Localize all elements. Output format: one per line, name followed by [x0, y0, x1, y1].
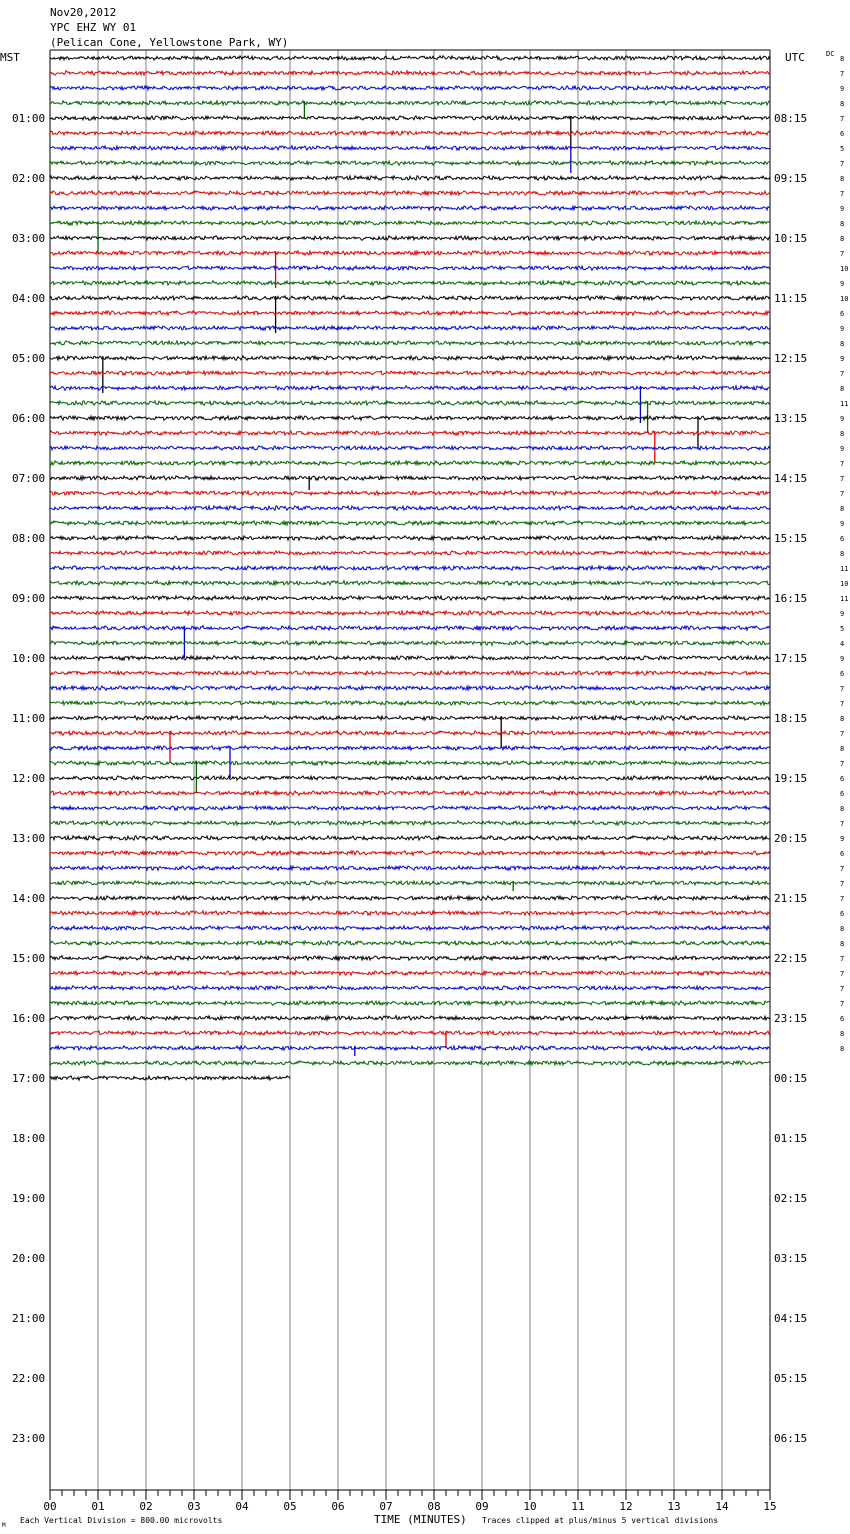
dc-offset-value: 8 — [840, 340, 845, 348]
dc-offset-value: 7 — [840, 685, 845, 693]
dc-offset-value: 9 — [840, 355, 845, 363]
x-axis — [43, 1490, 776, 1513]
dc-offset-value: 7 — [840, 475, 845, 483]
seismic-trace — [50, 671, 770, 676]
seismic-trace — [50, 1076, 290, 1080]
seismic-trace — [50, 461, 770, 465]
utc-hour-label: 18:15 — [774, 712, 808, 725]
seismic-trace — [50, 446, 770, 451]
utc-hour-label: 09:15 — [774, 172, 808, 185]
seismic-trace — [50, 416, 770, 420]
seismic-trace — [50, 1001, 770, 1006]
seismic-trace — [50, 146, 770, 150]
dc-offset-value: 8 — [840, 940, 845, 948]
dc-label: DC — [826, 50, 835, 58]
dc-offset-value: 10 — [840, 295, 849, 303]
seismic-trace — [50, 1031, 770, 1036]
seismic-trace — [50, 656, 770, 661]
utc-hour-label: 21:15 — [774, 892, 808, 905]
seismic-trace — [50, 371, 770, 375]
seismic-trace — [50, 281, 770, 285]
dc-offset-value: 8 — [840, 745, 845, 753]
seismic-trace — [50, 926, 770, 931]
mst-hour-label: 12:00 — [12, 772, 46, 785]
utc-hour-label: 12:15 — [774, 352, 808, 365]
seismic-trace — [50, 356, 770, 361]
dc-offset-value: 6 — [840, 310, 845, 318]
dc-offset-value: 5 — [840, 145, 845, 153]
mst-hour-label: 04:00 — [12, 292, 46, 305]
dc-offset-value: 9 — [840, 835, 845, 843]
x-tick-label: 02 — [139, 1500, 153, 1513]
x-tick-label: 14 — [715, 1500, 729, 1513]
dc-offset-value: 6 — [840, 130, 845, 138]
mst-hour-label: 18:00 — [12, 1132, 46, 1145]
dc-offset-value: 6 — [840, 535, 845, 543]
x-tick-label: 08 — [427, 1500, 441, 1513]
seismic-trace — [50, 1046, 770, 1050]
utc-axis-label: UTC — [785, 51, 805, 64]
dc-offset-value: 7 — [840, 955, 845, 963]
seismic-trace — [50, 101, 770, 105]
seismic-trace — [50, 941, 770, 945]
seismic-trace — [50, 896, 770, 901]
dc-offset-value: 10 — [840, 265, 849, 273]
seismic-trace — [50, 71, 770, 76]
dc-offset-value: 7 — [840, 865, 845, 873]
mst-hour-label: 23:00 — [12, 1432, 46, 1445]
mst-hour-label: 10:00 — [12, 652, 46, 665]
seismic-trace — [50, 401, 770, 406]
dc-offset-value: 8 — [840, 715, 845, 723]
mst-hour-label: 03:00 — [12, 232, 46, 245]
dc-offset-value: 7 — [840, 760, 845, 768]
scale-note: Each Vertical Division = 800.00 microvolts — [20, 1516, 223, 1525]
mst-hour-label: 22:00 — [12, 1372, 46, 1385]
seismic-trace — [50, 626, 770, 631]
dc-offset-value: 8 — [840, 235, 845, 243]
seismic-trace — [50, 986, 770, 990]
traces — [50, 56, 770, 1080]
dc-offset-value: 8 — [840, 505, 845, 513]
seismic-trace — [50, 236, 770, 241]
seismic-trace — [50, 836, 770, 841]
seismic-trace — [50, 911, 770, 915]
utc-hour-label: 08:15 — [774, 112, 808, 125]
seismic-trace — [50, 191, 770, 196]
seismic-trace — [50, 536, 770, 541]
seismic-trace — [50, 611, 770, 615]
mst-hour-label: 11:00 — [12, 712, 46, 725]
seismic-trace — [50, 806, 770, 810]
dc-offset-value: 7 — [840, 985, 845, 993]
x-axis-title: TIME (MINUTES) — [374, 1513, 467, 1526]
utc-hour-label: 03:15 — [774, 1252, 808, 1265]
seismic-trace — [50, 551, 770, 555]
dc-offset-value: 7 — [840, 880, 845, 888]
seismic-trace — [50, 866, 770, 871]
dc-offset-value: 11 — [840, 565, 849, 573]
dc-offset-value: 7 — [840, 370, 845, 378]
mst-axis-label: MST — [0, 51, 20, 64]
mst-hour-label: 01:00 — [12, 112, 46, 125]
dc-offset-value: 7 — [840, 970, 845, 978]
mst-hour-label: 05:00 — [12, 352, 46, 365]
seismic-trace — [50, 161, 770, 166]
x-tick-label: 01 — [91, 1500, 105, 1513]
utc-hour-label: 00:15 — [774, 1072, 808, 1085]
utc-hour-label: 22:15 — [774, 952, 808, 965]
dc-offset-value: 6 — [840, 790, 845, 798]
seismic-trace — [50, 596, 770, 601]
dc-offset-value: 10 — [840, 580, 849, 588]
seismic-trace — [50, 686, 770, 691]
seismic-trace — [50, 701, 770, 705]
dc-offset-value: 9 — [840, 85, 845, 93]
seismic-trace — [50, 521, 770, 525]
utc-hour-label: 01:15 — [774, 1132, 808, 1145]
dc-offset-value: 8 — [840, 805, 845, 813]
dc-offset-value: 8 — [840, 100, 845, 108]
dc-offset-value: 9 — [840, 205, 845, 213]
mst-hour-label: 16:00 — [12, 1012, 46, 1025]
dc-offset-value: 8 — [840, 1045, 845, 1053]
seismic-trace — [50, 131, 770, 136]
dc-offset-value: 7 — [840, 115, 845, 123]
utc-hour-label: 17:15 — [774, 652, 808, 665]
seismic-trace — [50, 956, 770, 961]
seismic-trace — [50, 791, 770, 796]
seismic-trace — [50, 221, 770, 226]
dc-offset-value: 6 — [840, 775, 845, 783]
x-tick-label: 07 — [379, 1500, 393, 1513]
mst-hour-label: 14:00 — [12, 892, 46, 905]
utc-hour-label: 10:15 — [774, 232, 808, 245]
seismic-trace — [50, 476, 770, 480]
dc-offset-value: 6 — [840, 850, 845, 858]
mst-hour-label: 09:00 — [12, 592, 46, 605]
clip-note: Traces clipped at plus/minus 5 vertical divisions — [482, 1516, 719, 1525]
dc-offset-value: 7 — [840, 70, 845, 78]
seismic-trace — [50, 881, 770, 885]
dc-offset-value: 8 — [840, 175, 845, 183]
seismic-trace — [50, 716, 770, 720]
seismic-trace — [50, 386, 770, 391]
utc-hour-label: 23:15 — [774, 1012, 808, 1025]
seismic-trace — [50, 776, 770, 781]
mst-hour-label: 21:00 — [12, 1312, 46, 1325]
seismic-trace — [50, 641, 770, 645]
dc-offset-value: 8 — [840, 550, 845, 558]
dc-offset-value: 4 — [840, 640, 845, 648]
dc-offset-value: 8 — [840, 220, 845, 228]
utc-hour-label: 02:15 — [774, 1192, 808, 1205]
utc-hour-label: 11:15 — [774, 292, 808, 305]
seismic-trace — [50, 746, 770, 750]
x-tick-label: 11 — [571, 1500, 585, 1513]
chart-station: YPC EHZ WY 01 — [50, 21, 137, 34]
dc-offset-value: 8 — [840, 55, 845, 63]
dc-offset-value: 7 — [840, 460, 845, 468]
seismic-trace — [50, 296, 770, 301]
dc-offset-value: 6 — [840, 1015, 845, 1023]
dc-offset-value: 9 — [840, 415, 845, 423]
utc-hour-label: 05:15 — [774, 1372, 808, 1385]
seismic-trace — [50, 851, 770, 855]
dc-offset-value: 9 — [840, 655, 845, 663]
dc-offset-value: 11 — [840, 595, 849, 603]
dc-offset-value: 7 — [840, 250, 845, 258]
seismic-trace — [50, 206, 770, 210]
mst-hour-label: 19:00 — [12, 1192, 46, 1205]
dc-offset-value: 9 — [840, 520, 845, 528]
dc-offset-value: 9 — [840, 280, 845, 288]
utc-hour-label: 19:15 — [774, 772, 808, 785]
mst-hour-label: 06:00 — [12, 412, 46, 425]
utc-hour-label: 04:15 — [774, 1312, 808, 1325]
seismic-trace — [50, 176, 770, 180]
x-tick-label: 00 — [43, 1500, 57, 1513]
dc-offset-value: 9 — [840, 445, 845, 453]
dc-offset-value: 7 — [840, 820, 845, 828]
seismic-trace — [50, 431, 770, 436]
dc-offset-value: 7 — [840, 730, 845, 738]
dc-offset-value: 8 — [840, 385, 845, 393]
mst-hour-label: 07:00 — [12, 472, 46, 485]
seismic-trace — [50, 491, 770, 496]
dc-offset-value: 7 — [840, 1000, 845, 1008]
utc-hour-label: 15:15 — [774, 532, 808, 545]
mst-hour-label: 20:00 — [12, 1252, 46, 1265]
utc-hour-label: 13:15 — [774, 412, 808, 425]
seismic-trace — [50, 266, 770, 270]
dc-offset-value: 7 — [840, 700, 845, 708]
dc-offset-value: 7 — [840, 490, 845, 498]
dc-offset-value: 6 — [840, 670, 845, 678]
dc-offset-value: 9 — [840, 610, 845, 618]
mst-hour-label: 17:00 — [12, 1072, 46, 1085]
utc-hour-label: 16:15 — [774, 592, 808, 605]
chart-location: (Pelican Cone, Yellowstone Park, WY) — [50, 36, 289, 49]
mst-hour-label: 08:00 — [12, 532, 46, 545]
mst-hour-label: 02:00 — [12, 172, 46, 185]
seismic-trace — [50, 581, 770, 585]
dc-offset-value: 11 — [840, 400, 849, 408]
dc-offset-value: 6 — [840, 910, 845, 918]
seismic-trace — [50, 326, 770, 331]
dc-offset-value: 5 — [840, 625, 845, 633]
mst-hour-label: 13:00 — [12, 832, 46, 845]
x-tick-label: 04 — [235, 1500, 249, 1513]
utc-hour-label: 20:15 — [774, 832, 808, 845]
x-tick-label: 12 — [619, 1500, 633, 1513]
seismic-trace — [50, 311, 770, 315]
utc-hour-label: 06:15 — [774, 1432, 808, 1445]
seismic-trace — [50, 506, 770, 511]
dc-offset-labels — [840, 55, 848, 1053]
chart-date: Nov20,2012 — [50, 6, 117, 19]
utc-hour-label: 14:15 — [774, 472, 808, 485]
x-tick-label: 13 — [667, 1500, 681, 1513]
seismic-trace — [50, 566, 770, 571]
dc-offset-value: 8 — [840, 430, 845, 438]
x-tick-label: 03 — [187, 1500, 201, 1513]
seismic-trace — [50, 251, 770, 256]
seismic-trace — [50, 731, 770, 736]
x-tick-label: 05 — [283, 1500, 297, 1513]
mst-hour-label: 15:00 — [12, 952, 46, 965]
x-tick-label: 09 — [475, 1500, 489, 1513]
dc-offset-value: 8 — [840, 925, 845, 933]
dc-offset-value: 8 — [840, 1030, 845, 1038]
seismic-trace — [50, 971, 770, 975]
x-tick-label: 06 — [331, 1500, 345, 1513]
seismic-trace — [50, 56, 770, 60]
corner-mark: M — [2, 1522, 6, 1529]
x-tick-label: 10 — [523, 1500, 537, 1513]
seismic-trace — [50, 821, 770, 826]
dc-offset-value: 9 — [840, 325, 845, 333]
seismic-trace — [50, 341, 770, 346]
seismic-trace — [50, 761, 770, 766]
seismic-trace — [50, 116, 770, 120]
dc-offset-value: 7 — [840, 895, 845, 903]
seismic-trace — [50, 1061, 770, 1066]
x-tick-label: 15 — [763, 1500, 777, 1513]
seismic-trace — [50, 86, 770, 90]
dc-offset-value: 7 — [840, 160, 845, 168]
seismic-trace — [50, 1016, 770, 1020]
dc-offset-value: 7 — [840, 190, 845, 198]
